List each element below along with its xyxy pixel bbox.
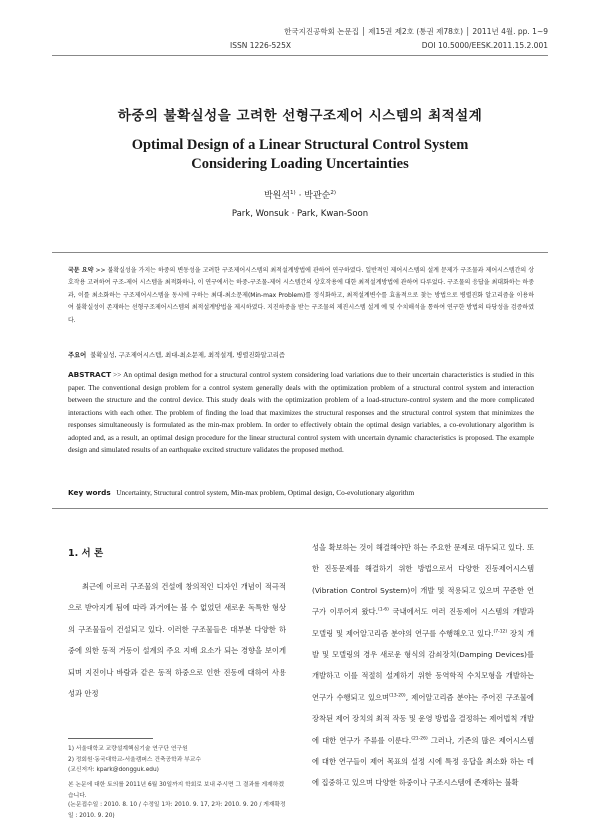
keywords-korean	[68, 350, 285, 359]
paper-title-korean: 하중의 불확실성을 고려한 선형구조제어 시스템의 최적설계	[117, 108, 483, 124]
body-text: 국내에서도 여러 진동제어 시스템의 개발과 모델링 및 제어알고리즘 분야의 연구를 수행해오고 있다.	[312, 607, 534, 638]
body-column-left: 최근에 이르러 구조물의 건설에 창의적인 디자인 개념이 적극적으로 받아지게 됨에 따라 과거에는 볼 수 없었던 새로운 독특한 형상의 구조물들이 건설되고 있다. 이러한 구조물들은 대부분 다양한 하중에 의한 동적 거동이 설계의 주요 지배 요소가 되는 경향을 보이게 되며 지진이나 바람과 같은 동적 하중으로 인한 진동에 대하여 사용성과 안정	[68, 582, 286, 699]
keywords-english	[68, 488, 414, 497]
abstract-en-label: ABSTRACT	[68, 370, 112, 379]
body-text: , 제어알고리즘 분야는 주어진 구조물에 장착된 제어 장치의 최적 작동 및 운영 방법을 결정하는 제어법칙 개발에 대한 연구가 주류를 이룬다.	[312, 692, 534, 745]
keywords-en-text: Uncertainty, Structural control system, Min-max problem, Optimal design, Co-evolutionary algorithm	[116, 488, 415, 497]
author2-ko: 박관순	[304, 191, 331, 201]
abstract-ko-label: 국문 요약	[68, 267, 94, 274]
abstract-top-rule	[52, 252, 548, 253]
author1-ko: 박원석	[263, 191, 291, 201]
keywords-en-label: Key words	[68, 488, 111, 497]
footnote-affiliations: 1) 서울대학교 교량설계핵심기술 연구단 연구원 2) 정회원·동국대학교-서울캠퍼스 건축공학과 부교수 (교신저자: kpark@dongguk.edu)	[68, 746, 202, 774]
abstract-bottom-rule	[52, 508, 548, 509]
citation: (1-6)	[378, 607, 389, 613]
issn: ISSN 1226-525X	[230, 41, 291, 50]
footnote-rule	[68, 738, 153, 739]
body-text: 성을 확보하는 것이 해결해야만 하는 주요한 문제로 대두되고 있다. 또한 진동문제를 해결하기 위한 방법으로서 다양한 진동제어시스템(Vibration Control System)이 개발 및 적용되고 있으며 꾸준한 연구가 이루어져 왔다.	[312, 543, 534, 617]
abstract-korean	[68, 265, 534, 327]
body-text: 장치 개발 및 모델링의 경우 새로운 형식의 감쇠장치(Damping Devices)를 개발하고 이를 적절히 설계하기 위한 동역학적 수치모형을 개발하는 연구가 수행되고 있으며	[312, 628, 534, 702]
author2-affil-mark: 2)	[330, 190, 337, 196]
authors-english: Park, Wonsuk · Park, Kwan-Soon	[231, 209, 369, 219]
section-heading-introduction: 1. 서 론	[68, 548, 104, 559]
paper-title-english	[0, 136, 600, 174]
doi: DOI 10.5000/EESK.2011.15.2.001	[421, 41, 548, 50]
abstract-en-text: >> An optimal design method for a structural control system considering load variations due to their uncertain characteristics is studied in this paper. The conventional design problem for a control system generally deals with the optimization problem of a structural control system and interaction between the structure and the control device. This study deals with the optimization problem of a load-structure-control system and the more complicated interactions with each other. The problem of finding the load that maximizes the structural responses and the structural control system that minimizes the responses simultaneously is formulated as the min-max problem. In order to effectively obtain the optimal design variables, a co-evolutionary algorithm is adopted and, as a result, an optimal design procedure for the linear structural control system with uncertain dynamic characteristics is proposed. The example design and simulated results of an earthquake excited structure validates the proposed method.	[68, 370, 534, 454]
author-separator: ·	[295, 191, 305, 201]
abstract-english	[68, 369, 534, 457]
body-text: 그러나, 기존의 많은 제어시스템에 대한 연구들이 제어 목표의 설정 시에 특정 응답을 최소화 하는 데에 집중하고 있으며 다양한 하중이나 구조시스템에 존재하는 불확	[312, 735, 535, 788]
citation: (21-26)	[411, 736, 428, 742]
citation: (7-12)	[493, 629, 508, 635]
keywords-ko-label: 주요어	[68, 352, 87, 359]
title-en-line1: Optimal Design of a Linear Structural Control System	[131, 137, 469, 153]
footnote-discussion: 본 논문에 대한 토의를 2011년 6월 30일까지 학회로 보내 주시면 그 결과를 게재하겠습니다.	[68, 782, 284, 799]
abstract-ko-text: >> 불확실성을 가지는 하중의 변동성을 고려한 구조제어시스템의 최적설계방법에 관하여 연구하였다. 일반적인 제어시스템의 설계 문제가 구조물과 제어시스템간의 상호작용 고려하여 구조-제어 시스템을 최적화하나, 이 연구에서는 하중-구조물-제어 시스템간의 상호작용에 대한 최적설계방법에 관하여 다루었다. 구조물의 응답을 최대화하는 하중과, 이를 최소화하는 구조제어시스템을 동시에 구하는 최대-최소문제(Min-max Problem)를 정식화하고, 최적설계변수를 효율적으로 찾는 방법으로 병렬진화 알고리즘을 이용하여 불확실성이 존재하는 선형구조제어시스템의 최적설계방법을 제시하였다. 지진하중을 받는 구조물의 제진시스템 설계 예 및 수치해석을 통하여 연구한 방법의 타당성을 검증하였다.	[68, 267, 534, 324]
footnote-dates: (논문접수일 : 2010. 8. 10 / 수정일 1차: 2010. 9. 17, 2차: 2010. 9. 20 / 게재확정일 : 2010. 9. 20)	[68, 802, 286, 819]
citation: (13-20)	[389, 693, 406, 699]
title-en-line2: Considering Loading Uncertainties	[191, 156, 409, 172]
journal-header: 한국지진공학회 논문집 │ 제15권 제2호 (통권 제78호) │ 2011년 4월. pp. 1~9	[284, 27, 548, 36]
body-column-right	[312, 537, 534, 794]
author1-affil-mark: 1)	[290, 190, 296, 196]
header-rule	[52, 55, 548, 56]
keywords-ko-text: 불확실성, 구조제어시스템, 최대-최소문제, 최적설계, 병렬진화알고리즘	[90, 352, 285, 359]
authors-korean	[0, 188, 600, 201]
